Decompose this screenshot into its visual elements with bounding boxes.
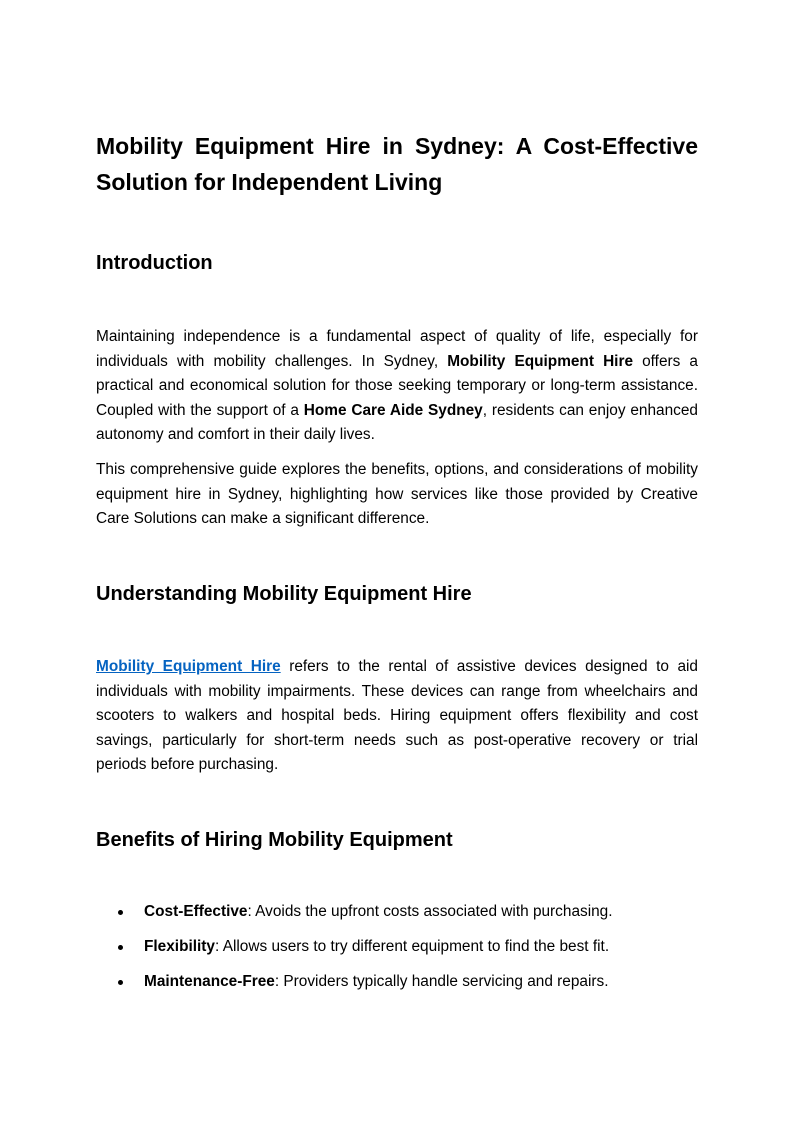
intro-p1-bold-2: Home Care Aide Sydney <box>303 401 483 419</box>
intro-paragraph-2: This comprehensive guide explores the benefits, options, and considerations of mobility equipment hire in Sydney, highlighting how services like those provided by Creative Care Solutions can make a significant difference. <box>96 461 698 528</box>
benefit-desc: : Avoids the upfront costs associated with purchasing. <box>247 903 613 920</box>
bullet-icon <box>118 910 123 915</box>
benefits-list <box>96 900 698 1005</box>
bullet-icon <box>118 945 123 950</box>
benefit-desc: : Providers typically handle servicing and repairs. <box>274 973 609 990</box>
intro-p1-text-1: Maintaining independence is a fundamental aspect of quality of life, especially for individuals with mobility challenges. In Sydney, <box>96 328 698 370</box>
intro-p1-text-2: offers a practical and economical solution for those seeking temporary or long-term assistance. Coupled with the support of a <box>96 352 698 419</box>
intro-paragraph-1 <box>96 325 698 448</box>
bullet-icon <box>118 980 123 985</box>
understanding-body-text: refers to the rental of assistive devices designed to aid individuals with mobility impairments. These devices can range from wheelchairs and scooters to walkers and hospital beds. Hiring equipment offers flexibility and cost savings, particularly for short-term needs such as post-operative recovery or trial periods before purchasing. <box>96 658 698 774</box>
benefit-term: Maintenance-Free <box>144 973 275 990</box>
document-title: Mobility Equipment Hire in Sydney: A Cost-Effective Solution for Independent Living <box>96 133 698 195</box>
understanding-paragraph <box>96 655 698 778</box>
list-item <box>96 935 698 970</box>
section-heading-introduction: Introduction <box>96 252 213 274</box>
benefit-term: Flexibility <box>144 938 215 955</box>
list-item <box>96 970 698 1005</box>
mobility-equipment-hire-link[interactable]: Mobility Equipment Hire <box>96 658 281 675</box>
benefit-term: Cost-Effective <box>144 903 248 920</box>
benefit-desc: : Allows users to try different equipment to find the best fit. <box>215 938 610 955</box>
intro-p1-text-3: , residents can enjoy enhanced autonomy and comfort in their daily lives. <box>96 401 698 444</box>
intro-p1-bold-1: Mobility Equipment Hire <box>447 352 634 370</box>
section-heading-understanding: Understanding Mobility Equipment Hire <box>96 583 472 605</box>
section-heading-benefits: Benefits of Hiring Mobility Equipment <box>96 829 453 851</box>
list-item <box>96 900 698 935</box>
